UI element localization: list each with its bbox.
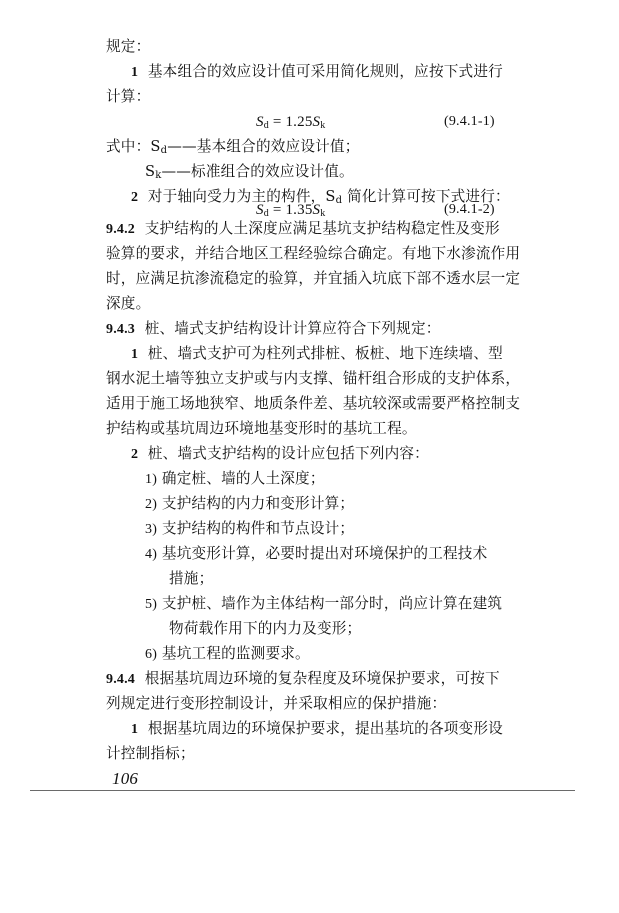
formula-number: (9.4.1-2)	[444, 202, 495, 217]
formula-number: (9.4.1-1)	[444, 114, 495, 129]
clause-line: 1 桩、墙式支护可为柱列式排桩、板桩、地下连续墙、型	[131, 345, 503, 362]
section-number: 9.4.3	[106, 322, 135, 337]
footer-rule	[30, 790, 575, 791]
formula-1: $S_d = 1.25S_k$	[256, 114, 326, 131]
list-item: 1) 确定桩、墙的人土深度；	[145, 470, 325, 487]
text-line: 护结构或基坑周边环境地基变形时的基坑工程。	[106, 420, 417, 437]
text-line: 计算：	[106, 88, 151, 105]
clause-line: 2 桩、墙式支护结构的设计应包括下列内容：	[131, 445, 429, 462]
clause-number: 1	[131, 65, 139, 80]
clause-line: 1 根据基坑周边的环境保护要求，提出基坑的各项变形设	[131, 720, 503, 737]
text-line: 深度。	[106, 295, 151, 312]
text-line: 规定：	[106, 38, 151, 55]
list-item-continuation: 措施；	[169, 570, 214, 587]
page-number: 106	[112, 769, 139, 788]
text-line: $S_k——$标准组合的效应设计值。	[145, 163, 354, 181]
clause-number: 2	[131, 447, 139, 462]
text-line: 列规定进行变形控制设计，并采取相应的保护措施：	[106, 695, 447, 712]
text-line: 时，应满足抗渗流稳定的验算，并宜插入坑底下部不透水层一定	[106, 270, 521, 287]
section-number: 9.4.4	[106, 672, 135, 687]
section-line: 9.4.4 根据基坑周边环境的复杂程度及环境保护要求，可按下	[106, 670, 500, 687]
clause-line: 2 对于轴向受力为主的构件，$S_d$ 简化计算可按下式进行：	[131, 188, 510, 206]
list-item: 2) 支护结构的内力和变形计算；	[145, 495, 355, 512]
formula-2: $S_d = 1.35S_k$	[256, 202, 326, 219]
clause-number: 1	[131, 347, 139, 362]
text-line: 适用于施工场地狭窄、地质条件差、基坑较深或需要严格控制支	[106, 395, 521, 412]
section-line: 9.4.2 支护结构的人土深度应满足基坑支护结构稳定性及变形	[106, 220, 500, 237]
list-item: 4) 基坑变形计算，必要时提出对环境保护的工程技术	[145, 545, 488, 562]
text-line: 验算的要求，并结合地区工程经验综合确定。有地下水渗流作用	[106, 245, 521, 262]
section-line: 9.4.3 桩、墙式支护结构设计计算应符合下列规定：	[106, 320, 441, 337]
list-item: 6) 基坑工程的监测要求。	[145, 645, 310, 662]
list-item: 3) 支护结构的构件和节点设计；	[145, 520, 355, 537]
clause-number: 1	[131, 722, 139, 737]
text-line: 式中：$S_d——$基本组合的效应设计值；	[106, 138, 360, 156]
list-item-continuation: 物荷载作用下的内力及变形；	[169, 620, 362, 637]
section-number: 9.4.2	[106, 222, 135, 237]
list-item: 5) 支护桩、墙作为主体结构一部分时，尚应计算在建筑	[145, 595, 503, 612]
text-line: 计控制指标；	[106, 745, 195, 762]
clause-line: 1 基本组合的效应设计值可采用简化规则，应按下式进行	[131, 63, 503, 80]
clause-number: 2	[131, 190, 139, 205]
text-line: 钢水泥土墙等独立支护或与内支撑、锚杆组合形成的支护体系，	[106, 370, 521, 387]
